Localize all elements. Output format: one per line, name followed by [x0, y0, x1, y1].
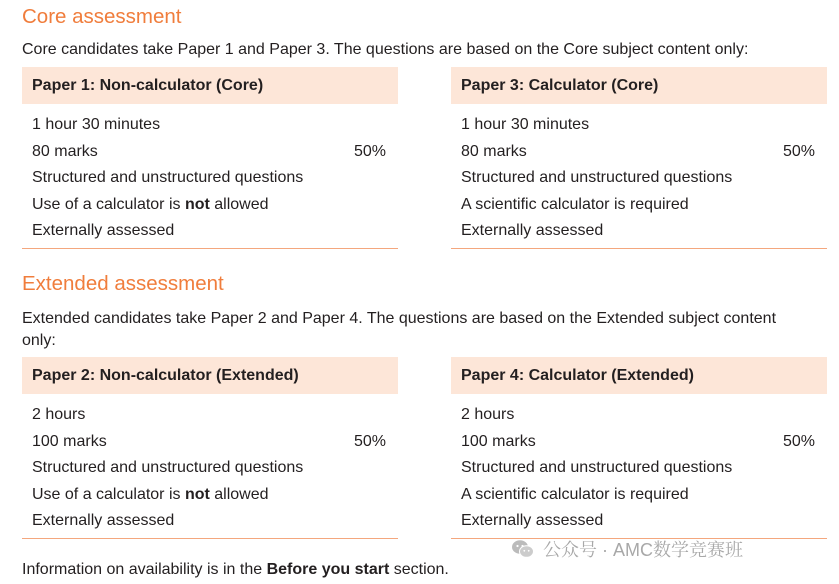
paper-4-question-type: Structured and unstructured questions [461, 459, 733, 477]
paper-3-card [451, 67, 827, 249]
availability-note: Information on availability is in the Before you start section. [22, 561, 449, 578]
paper-1-duration: 1 hour 30 minutes [32, 116, 161, 134]
paper-2-question-type: Structured and unstructured questions [32, 459, 304, 477]
paper-3-marks: 80 marks [461, 142, 527, 160]
paper-3-duration: 1 hour 30 minutes [461, 116, 590, 134]
paper-4-assessment: Externally assessed [461, 512, 604, 530]
watermark [511, 537, 743, 561]
paper-1-card [22, 67, 398, 249]
paper-2-marks-row [32, 429, 386, 456]
paper-1-marks-row [32, 139, 386, 166]
extended-assessment-heading: Extended assessment [22, 272, 224, 295]
paper-3-calculator: A scientific calculator is required [461, 195, 689, 213]
paper-2-assessment: Externally assessed [32, 512, 175, 530]
paper-2-duration: 2 hours [32, 406, 86, 424]
wechat-icon [511, 538, 535, 560]
core-assessment-heading: Core assessment [22, 5, 182, 28]
before-you-start-link: Before you start [266, 561, 390, 578]
paper-4-title: Paper 4: Calculator (Extended) [451, 357, 827, 394]
paper-1-weight: 50% [353, 142, 386, 160]
paper-3-assessment: Externally assessed [461, 222, 604, 240]
paper-1-calculator: Use of a calculator is not allowed [32, 195, 269, 213]
paper-4-weight: 50% [782, 432, 815, 450]
paper-2-card [22, 357, 398, 539]
paper-4-duration: 2 hours [461, 406, 515, 424]
paper-4-calculator: A scientific calculator is required [461, 485, 689, 503]
paper-3-title: Paper 3: Calculator (Core) [451, 67, 827, 104]
core-intro: Core candidates take Paper 1 and Paper 3. The questions are based on the Core subject content only: [22, 41, 749, 58]
paper-1-assessment: Externally assessed [32, 222, 175, 240]
paper-1-question-type: Structured and unstructured questions [32, 169, 304, 187]
paper-2-marks: 100 marks [32, 432, 107, 450]
paper-2-weight: 50% [353, 432, 386, 450]
paper-3-question-type: Structured and unstructured questions [461, 169, 733, 187]
paper-2-title: Paper 2: Non-calculator (Extended) [22, 357, 398, 394]
extended-intro: Extended candidates take Paper 2 and Paper 4. The questions are based on the Extended subject content only: [22, 310, 777, 349]
paper-2-calculator: Use of a calculator is not allowed [32, 485, 269, 503]
paper-3-weight: 50% [782, 142, 815, 160]
paper-4-marks: 100 marks [461, 432, 536, 450]
paper-1-title: Paper 1: Non-calculator (Core) [22, 67, 398, 104]
watermark-text: 公众号 · AMC数学竞赛班 [543, 540, 743, 560]
paper-3-marks-row [461, 139, 815, 166]
paper-4-card [451, 357, 827, 539]
paper-4-marks-row [461, 429, 815, 456]
paper-1-marks: 80 marks [32, 142, 98, 160]
